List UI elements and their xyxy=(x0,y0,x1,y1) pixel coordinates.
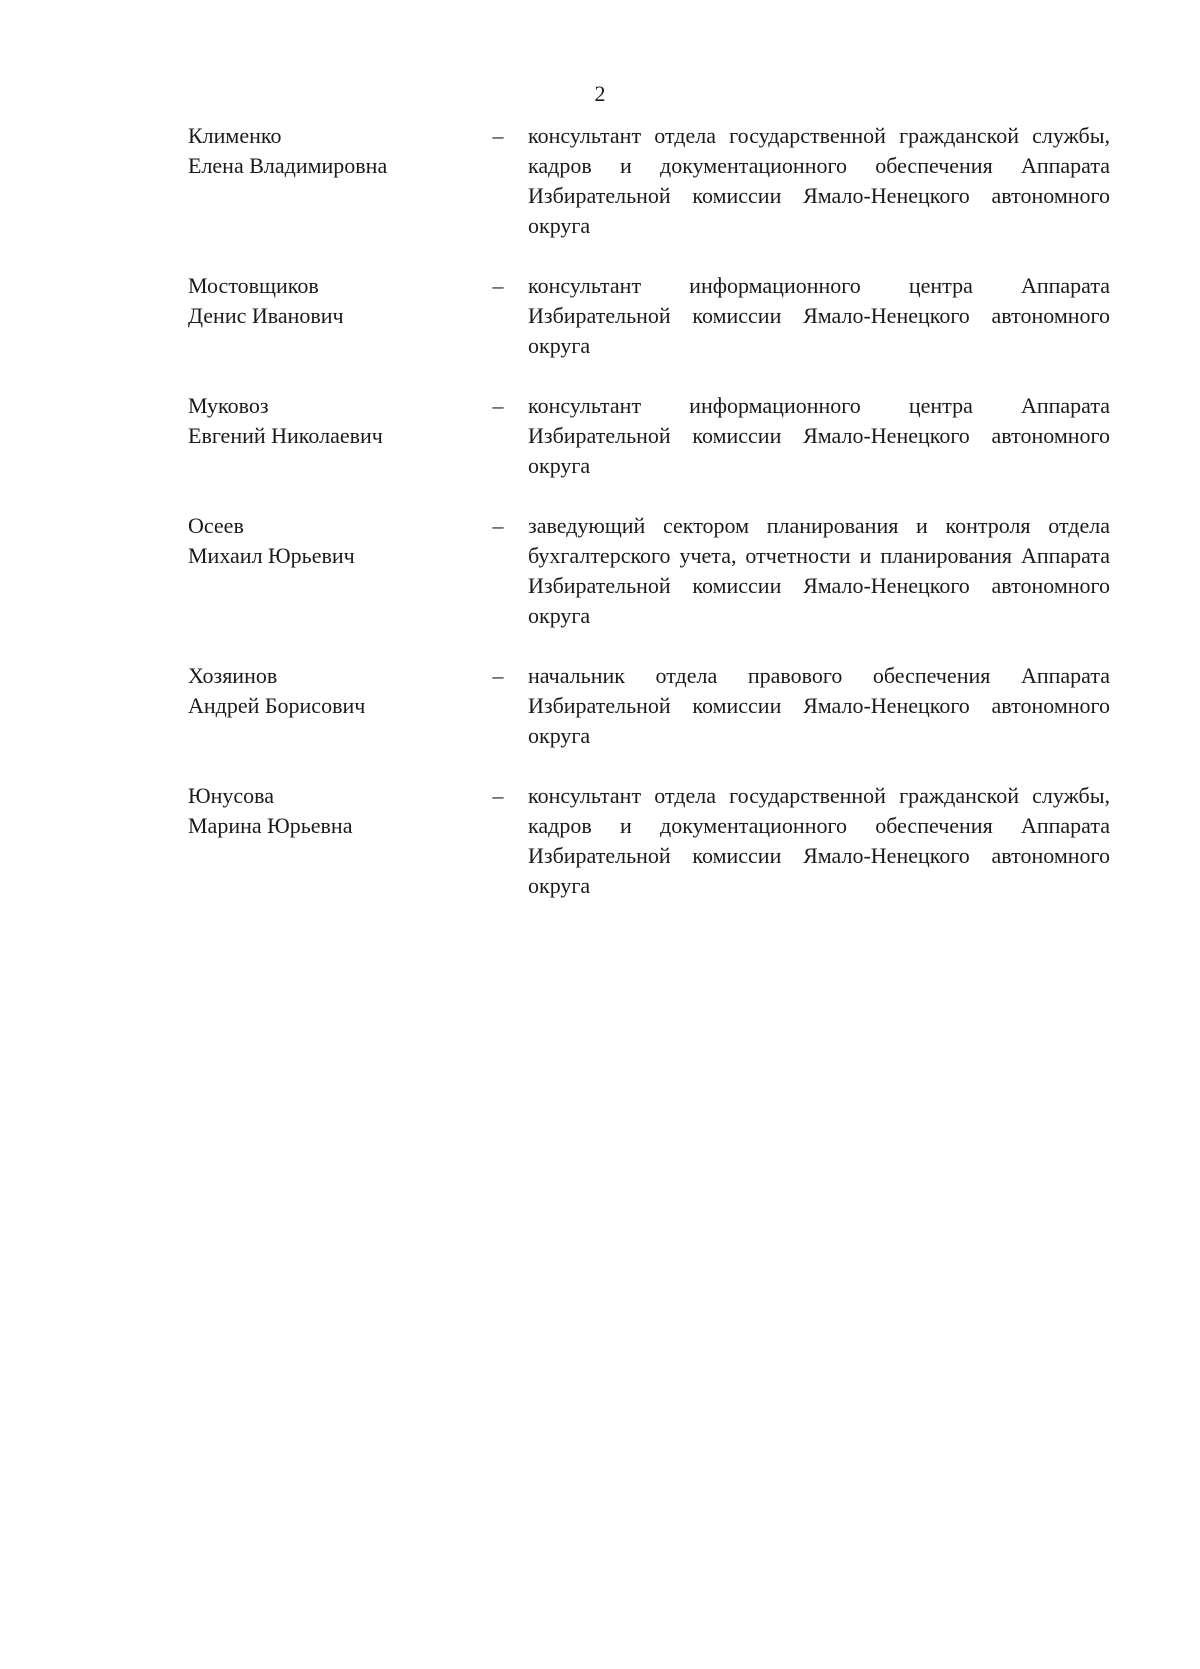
person-name xyxy=(188,781,478,841)
person-surname: Мостовщиков xyxy=(188,273,319,298)
separator-dash: – xyxy=(492,123,504,148)
separator-dash: – xyxy=(492,393,504,418)
person-given-names: Андрей Борисович xyxy=(188,693,366,718)
person-given-names: Марина Юрьевна xyxy=(188,813,353,838)
list-item xyxy=(188,661,1108,751)
staff-list xyxy=(188,121,1108,931)
person-given-names: Михаил Юрьевич xyxy=(188,543,355,568)
person-position: заведующий сектором планирования и контроля отдела бухгалтерского учета, отчетности и планирования Аппарата Избирательной комиссии Ямало-Ненецкого автономного округа xyxy=(528,513,1110,628)
person-surname: Клименко xyxy=(188,123,282,148)
person-surname: Осеев xyxy=(188,513,244,538)
person-position: консультант отдела государственной гражданской службы, кадров и документационного обеспечения Аппарата Избирательной комиссии Ямало-Ненецкого автономного округа xyxy=(528,123,1110,238)
person-position: консультант отдела государственной гражданской службы, кадров и документационного обеспечения Аппарата Избирательной комиссии Ямало-Ненецкого автономного округа xyxy=(528,783,1110,898)
person-name xyxy=(188,391,478,451)
list-item xyxy=(188,391,1108,481)
separator-dash: – xyxy=(492,783,504,808)
person-name xyxy=(188,511,478,571)
person-surname: Хозяинов xyxy=(188,663,278,688)
list-item xyxy=(188,511,1108,631)
person-given-names: Денис Иванович xyxy=(188,303,344,328)
list-item xyxy=(188,271,1108,361)
person-position: начальник отдела правового обеспечения Аппарата Избирательной комиссии Ямало-Ненецкого автономного округа xyxy=(528,663,1110,748)
person-name xyxy=(188,661,478,721)
page-number: 2 xyxy=(594,81,606,106)
separator-dash: – xyxy=(492,273,504,298)
person-given-names: Евгений Николаевич xyxy=(188,423,383,448)
list-item xyxy=(188,121,1108,241)
person-surname: Юнусова xyxy=(188,783,275,808)
person-name xyxy=(188,271,478,331)
separator-dash: – xyxy=(492,663,504,688)
person-position: консультант информационного центра Аппарата Избирательной комиссии Ямало-Ненецкого автономного округа xyxy=(528,273,1110,358)
person-surname: Муковоз xyxy=(188,393,269,418)
person-position: консультант информационного центра Аппарата Избирательной комиссии Ямало-Ненецкого автономного округа xyxy=(528,393,1110,478)
person-name xyxy=(188,121,478,181)
separator-dash: – xyxy=(492,513,504,538)
person-given-names: Елена Владимировна xyxy=(188,153,388,178)
list-item xyxy=(188,781,1108,901)
